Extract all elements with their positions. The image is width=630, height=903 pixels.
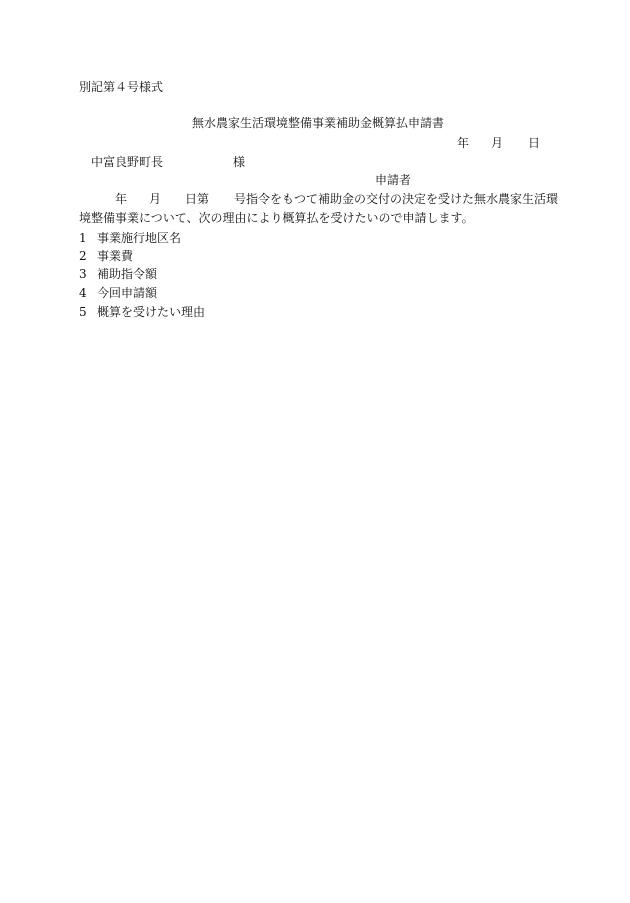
item-label: 補助指令額 [97, 267, 158, 281]
item-number: 1 [79, 231, 87, 245]
body-line-1: 号指令をもつて補助金の交付の決定を受けた無水農家生活環 [234, 192, 559, 206]
item-number: 2 [79, 249, 87, 263]
list-item [79, 287, 157, 299]
item-label: 事業費 [97, 249, 134, 263]
date-month-label: 月 [491, 136, 504, 150]
body-year-label: 年 [115, 192, 128, 206]
list-item [79, 306, 205, 318]
date-day-label: 日 [528, 136, 541, 150]
item-label: 概算を受けたい理由 [97, 305, 206, 319]
list-item [79, 268, 157, 280]
body-month-label: 月 [149, 192, 162, 206]
item-number: 5 [79, 305, 87, 319]
item-number: 3 [79, 267, 87, 281]
document-title: 無水農家生活環境整備事業補助金概算払申請書 [192, 116, 445, 130]
form-number: 別記第４号様式 [79, 80, 164, 94]
date-year-label: 年 [457, 136, 470, 150]
list-item [79, 250, 133, 262]
item-label: 事業施行地区名 [97, 231, 182, 245]
body-line-2: 境整備事業について、次の理由により概算払を受けたいので申請します。 [79, 211, 474, 225]
item-number: 4 [79, 286, 87, 300]
addressee: 中富良野町長 [91, 155, 164, 169]
list-item [79, 232, 181, 244]
applicant-label: 申請者 [375, 173, 412, 187]
honorific: 様 [233, 155, 246, 169]
body-day-number-label: 日第 [185, 192, 210, 206]
item-label: 今回申請額 [97, 286, 158, 300]
